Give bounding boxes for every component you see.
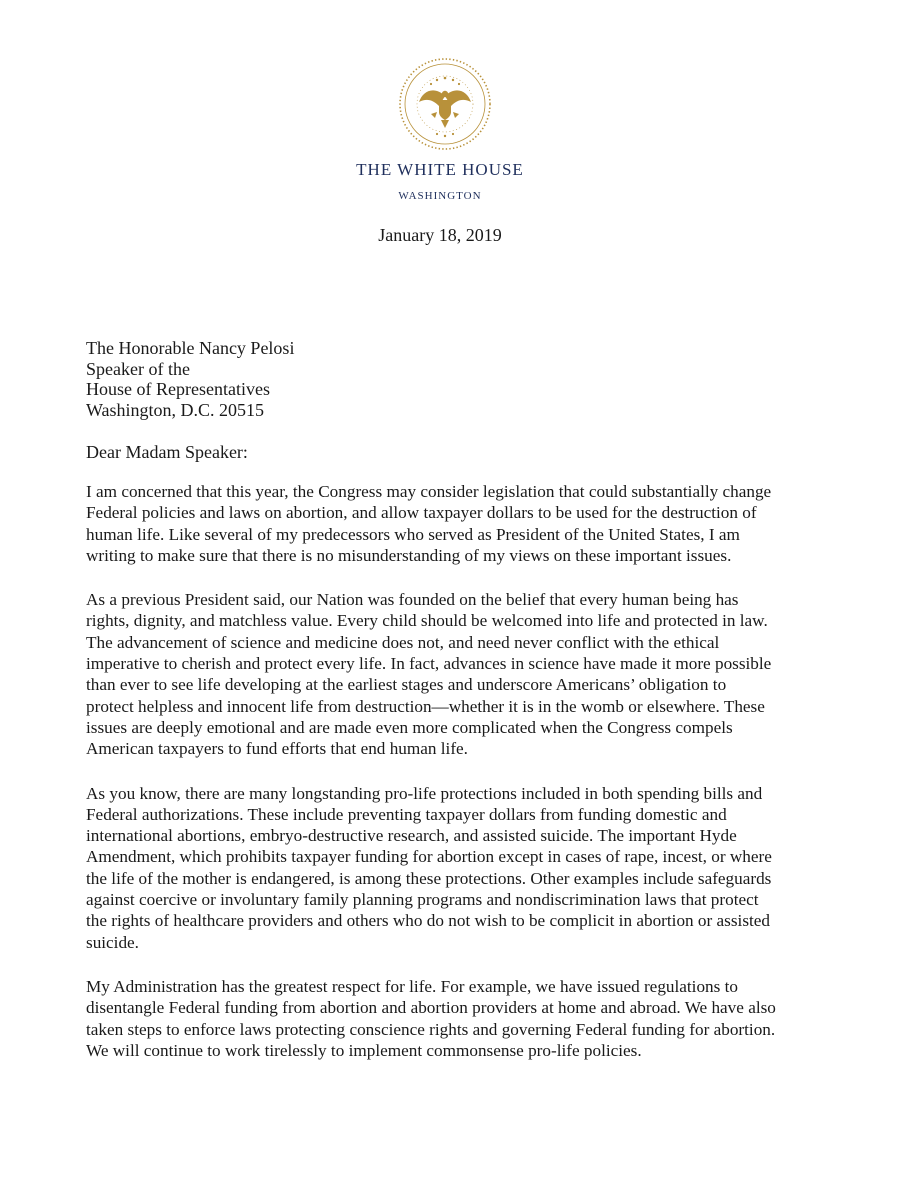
body-paragraph: I am concerned that this year, the Congress may consider legislation that could substantially change Federal policies and laws on abortion, and allow taxpayer dollars to be used for the destruction of human life. Like several of my predecessors who served as President of the United States, I am writing to make sure that there is no misunderstanding of my views on these important issues.	[86, 482, 772, 565]
body-paragraph: As a previous President said, our Nation was founded on the belief that every human being has rights, dignity, and matchless value. Every child should be welcomed into life and protected in law. The advancement of science and medicine does not, and need never conflict with the ethical imperative to cherish and protect every life. In fact, advances in science have made it more possible than ever to see life developing at the earliest stages and underscore Americans’ obligation to protect helpless and innocent life from destruction—whether it is in the womb or elsewhere. These issues are deeply emotional and are made even more complicated when the Congress compels American taxpayers to fund efforts that end human life.	[86, 590, 772, 759]
address-line: House of Representatives	[86, 379, 270, 399]
letter-body	[86, 481, 778, 1084]
recipient-address	[86, 338, 294, 420]
letterhead-title: THE WHITE HOUSE	[356, 160, 524, 179]
body-paragraph: My Administration has the greatest respect for life. For example, we have issued regulations to disentangle Federal funding from abortion and abortion providers at home and abroad. We have also taken steps to enforce laws protecting conscience rights and governing Federal funding for abortion. We will continue to work tirelessly to implement commonsense pro-life policies.	[86, 976, 776, 1060]
letter-date: January 18, 2019	[378, 225, 502, 245]
address-line: Speaker of the	[86, 358, 190, 379]
address-line: Washington, D.C. 20515	[86, 399, 265, 420]
salutation: Dear Madam Speaker:	[86, 442, 248, 462]
letterhead-subtitle: WASHINGTON	[398, 190, 482, 202]
body-paragraph: As you know, there are many longstanding pro-life protections included in both spending bills and Federal authorizations. These include preventing taxpayer dollars from funding domestic and international abortions, embryo-destructive research, and assisted suicide. The important Hyde Amendment, which prohibits taxpayer funding for abortion except in cases of rape, incest, or where the life of the mother is endangered, is among these protections. Other examples include safeguards against coercive or involuntary family planning programs and nondiscrimination laws that protect the rights of healthcare providers and others who do not wish to be complicit in abortion or assisted suicide.	[86, 783, 772, 952]
address-line: The Honorable Nancy Pelosi	[86, 338, 295, 358]
presidential-seal-icon	[397, 56, 493, 152]
